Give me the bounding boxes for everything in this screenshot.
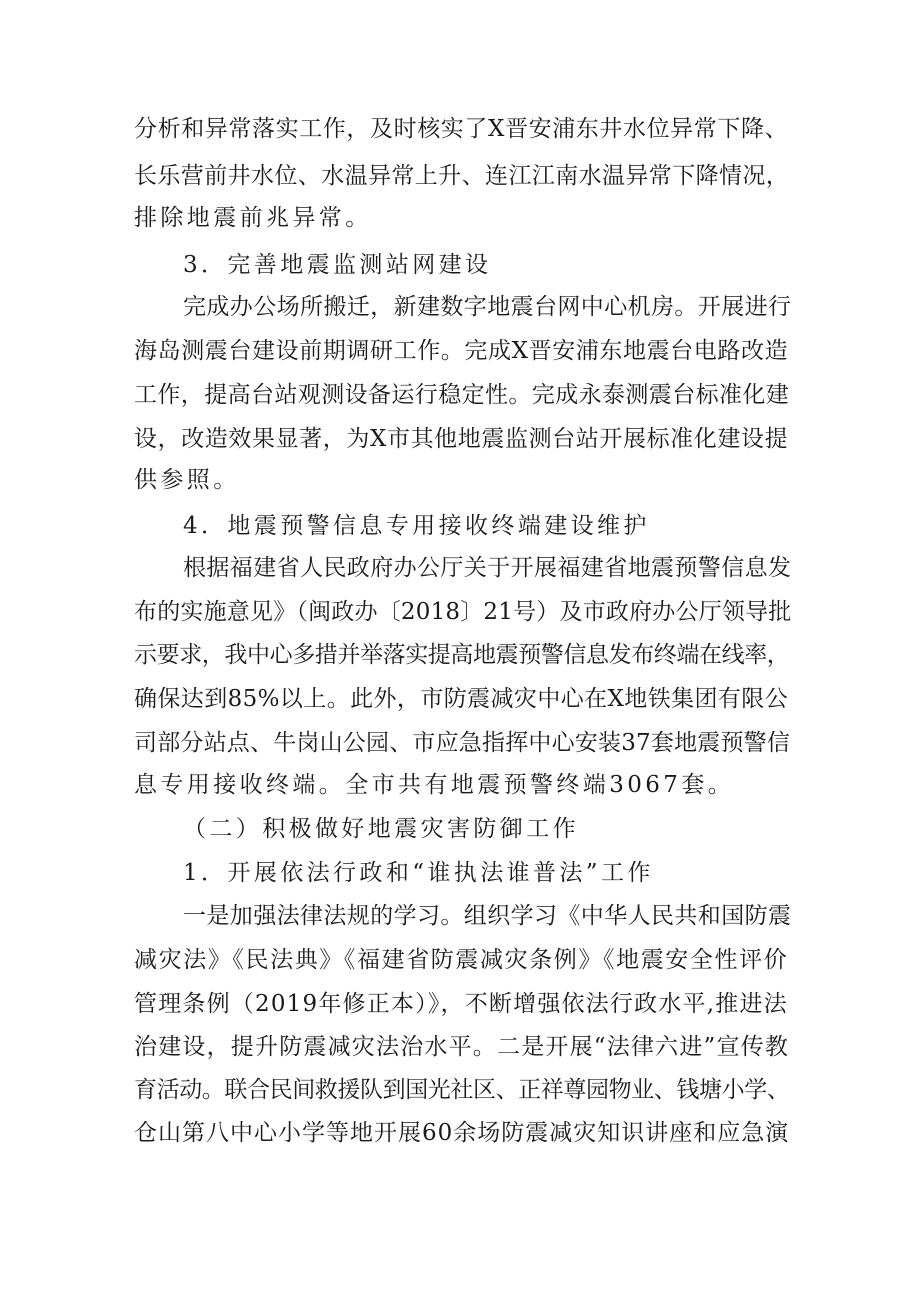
section-heading: 3．完善地震监测站网建设 — [183, 252, 492, 278]
body-text-line: 减灾法》《民法典》《福建省防震减灾条例》《地震安全性评价 — [134, 947, 789, 973]
body-text-line: 司部分站点、牛岗山公园、市应急指挥中心安装37套地震预警信 — [134, 730, 791, 756]
body-text-line: 排除地震前兆异常。 — [134, 205, 372, 231]
body-text-line: 根据福建省人民政府办公厅关于开展福建省地震预警信息发 — [183, 555, 792, 581]
section-heading: 1．开展依法行政和“谁执法谁普法”工作 — [183, 860, 654, 886]
body-text-line: 息专用接收终端。全市共有地震预警终端3067套。 — [134, 772, 735, 798]
body-text-line: 管理条例（2019年修正本）》，不断增强依法行政水平,推进法 — [134, 991, 788, 1017]
body-text-line: 仓山第八中心小学等地开展60余场防震减灾知识讲座和应急演 — [134, 1120, 790, 1146]
body-text-line: 一是加强法律法规的学习。组织学习《中华人民共和国防震 — [183, 903, 792, 929]
body-text-line: 育活动。联合民间救援队到国光社区、正祥尊园物业、钱塘小学、 — [134, 1077, 790, 1103]
body-text-line: 海岛测震台建设前期调研工作。完成X晋安浦东地震台电路改造 — [134, 338, 789, 364]
body-text-line: 示要求，我中心多措并举落实提高地震预警信息发布终端在线率， — [134, 642, 790, 668]
body-text-line: 分析和异常落实工作，及时核实了X晋安浦东井水位异常下降、 — [134, 116, 789, 142]
section-heading: （二）积极做好地震灾害防御工作 — [183, 816, 579, 842]
body-text-line: 工作，提高台站观测设备运行稳定性。完成永泰测震台标准化建 — [134, 382, 790, 408]
body-text-line: 完成办公场所搬迁，新建数字地震台网中心机房。开展进行 — [183, 294, 792, 320]
section-heading: 4．地震预警信息专用接收终端建设维护 — [183, 513, 650, 539]
body-text-line: 布的实施意见》（闽政办〔2018〕21号）及市政府办公厅领导批 — [134, 599, 792, 625]
body-text-line: 治建设，提升防震减灾法治水平。二是开展“法律六进”宣传教 — [134, 1034, 790, 1060]
body-text-line: 供参照。 — [134, 467, 240, 493]
body-text-line: 设，改造效果显著，为X市其他地震监测台站开展标准化建设提 — [134, 426, 789, 452]
body-text-line: 确保达到85%以上。此外，市防震减灾中心在X地铁集团有限公 — [134, 686, 789, 712]
body-text-line: 长乐营前井水位、水温异常上升、连江江南水温异常下降情况， — [134, 163, 790, 189]
